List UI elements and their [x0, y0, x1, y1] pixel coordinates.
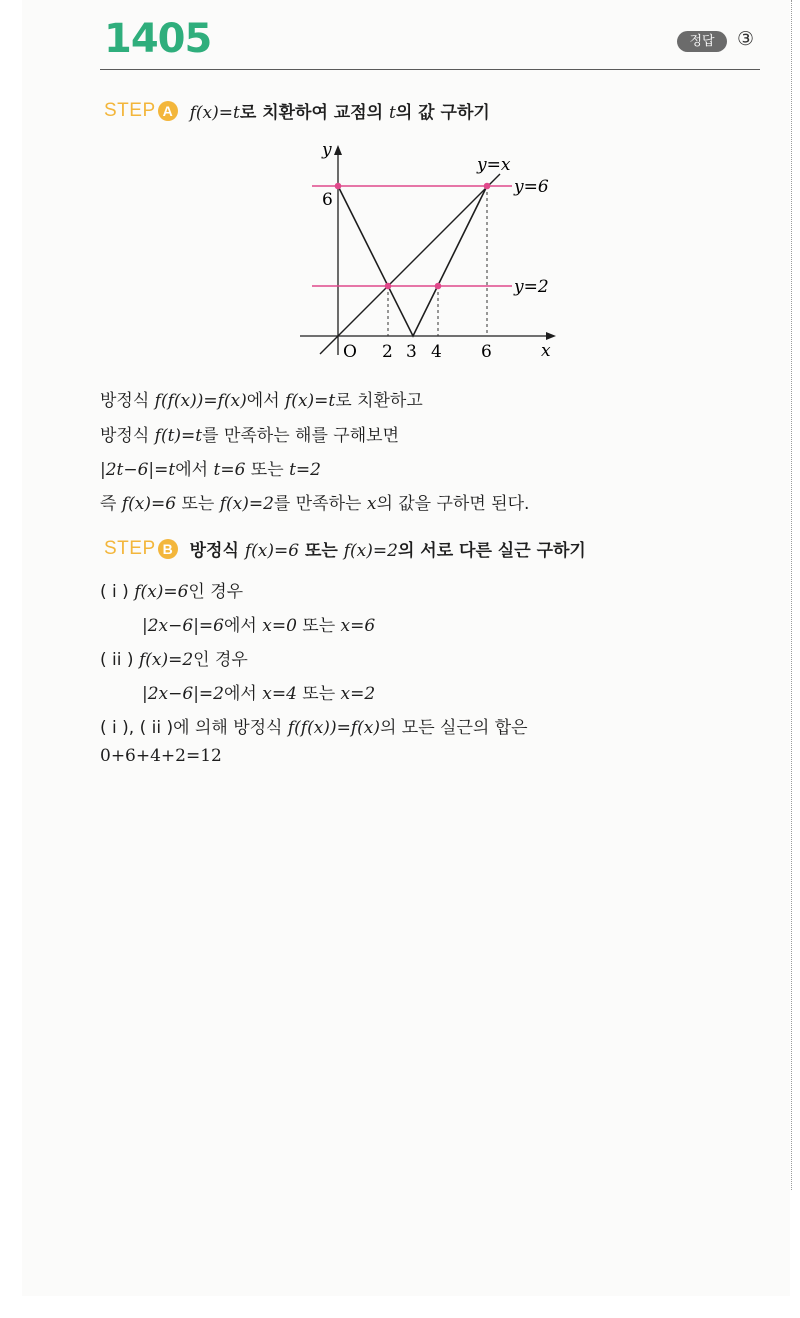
- step-a-text-2: 의 값 구하기: [395, 103, 490, 123]
- math: t=2: [289, 460, 321, 480]
- text: 또는: [296, 684, 341, 704]
- text: 인 경우: [188, 582, 244, 602]
- math: f(t)=t: [154, 426, 203, 446]
- math: x: [366, 494, 377, 514]
- text: 의 값을 구하면 된다.: [376, 494, 530, 514]
- math: x=2: [340, 684, 376, 704]
- y-tick-6: 6: [322, 190, 333, 210]
- x-tick-6: 6: [481, 342, 492, 362]
- text: 또는: [296, 616, 341, 636]
- case-2-result: [142, 679, 375, 704]
- line-y-eq-x: [320, 174, 500, 354]
- math: |2t−6|=t: [100, 460, 176, 480]
- math: |2x−6|=6: [142, 616, 224, 636]
- y-axis-label: y: [322, 140, 332, 160]
- math: f(x)=6: [244, 541, 300, 561]
- math: f(x)=6: [134, 582, 189, 602]
- case-1-heading: [100, 577, 243, 602]
- conclusion-line: [100, 713, 528, 738]
- problem-number: 1405: [104, 16, 212, 62]
- x-axis-arrow-icon: [546, 332, 556, 340]
- math: f(x)=t: [285, 391, 336, 411]
- solution-a-line-4: [100, 489, 529, 514]
- text: 방정식: [100, 391, 155, 411]
- text: 의 서로 다른 실근 구하기: [397, 541, 586, 561]
- case-label: ( i ): [100, 582, 135, 602]
- text: 인 경우: [193, 650, 248, 670]
- answer-badge: 정답: [677, 31, 727, 52]
- step-a-heading: [104, 98, 490, 123]
- step-a-math-1: f(x)=t: [189, 103, 240, 123]
- math: 0+6+4+2=12: [100, 746, 222, 766]
- math: x=0: [262, 616, 297, 636]
- step-b-badge: B: [158, 539, 178, 559]
- math: x=6: [340, 616, 376, 636]
- text: 를 만족하는: [273, 494, 367, 514]
- text: 방정식: [189, 541, 245, 561]
- case-label: ( ii ): [100, 650, 139, 670]
- point-0-6: [335, 183, 342, 190]
- text: 또는: [245, 460, 290, 480]
- solution-a-line-2: [100, 421, 399, 446]
- point-2-2: [385, 283, 392, 290]
- text: 에서: [223, 684, 263, 704]
- x-tick-3: 3: [406, 342, 417, 362]
- step-b-label: STEP: [104, 537, 156, 559]
- y-axis-arrow-icon: [334, 145, 342, 155]
- solution-a-line-3: [100, 455, 321, 480]
- label-y-eq-x: y=x: [477, 155, 511, 175]
- text: 의 모든 실근의 합은: [379, 718, 528, 738]
- final-sum: [100, 746, 222, 766]
- label-y-2: y=2: [514, 277, 549, 297]
- math: f(x)=2: [343, 541, 398, 561]
- origin-label: O: [343, 342, 357, 362]
- text: 를 만족하는 해를 구해보면: [202, 426, 399, 446]
- x-tick-2: 2: [382, 342, 393, 362]
- answer-value: ③: [737, 28, 755, 50]
- text: 로 치환하고: [335, 391, 423, 411]
- label-y-6: y=6: [514, 177, 549, 197]
- math: f(f(x))=f(x): [154, 391, 247, 411]
- text: 방정식: [100, 426, 155, 446]
- math: f(x)=6: [121, 494, 177, 514]
- text: 또는: [299, 541, 344, 561]
- text: 에서: [223, 616, 263, 636]
- math: f(x)=2: [138, 650, 194, 670]
- text: 에서: [246, 391, 286, 411]
- x-tick-4: 4: [431, 342, 442, 362]
- point-6-6: [484, 183, 491, 190]
- step-a-badge: A: [158, 101, 178, 121]
- text: 즉: [100, 494, 122, 514]
- step-a-text-1: 로 치환하여 교점의: [239, 103, 389, 123]
- math: |2x−6|=2: [142, 684, 224, 704]
- step-b-title: [190, 536, 586, 561]
- text: 에서: [175, 460, 214, 480]
- math: f(f(x))=f(x): [287, 718, 380, 738]
- function-graph: [300, 140, 570, 365]
- x-axis-label: x: [541, 341, 551, 361]
- step-b-heading: [104, 536, 586, 561]
- case-1-result: [142, 611, 375, 636]
- text: 또는: [176, 494, 220, 514]
- step-a-math-2: t: [389, 103, 396, 123]
- math: t=6: [213, 460, 246, 480]
- text: ( i ), ( ii )에 의해 방정식: [100, 718, 288, 738]
- step-a-title: [190, 98, 490, 123]
- page-edge-guide: [791, 0, 792, 1190]
- case-2-heading: [100, 645, 248, 670]
- math: x=4: [262, 684, 297, 704]
- solution-a-line-1: [100, 386, 423, 411]
- point-4-2: [435, 283, 442, 290]
- header-divider: [100, 69, 760, 70]
- math: f(x)=2: [219, 494, 274, 514]
- step-a-label: STEP: [104, 99, 156, 121]
